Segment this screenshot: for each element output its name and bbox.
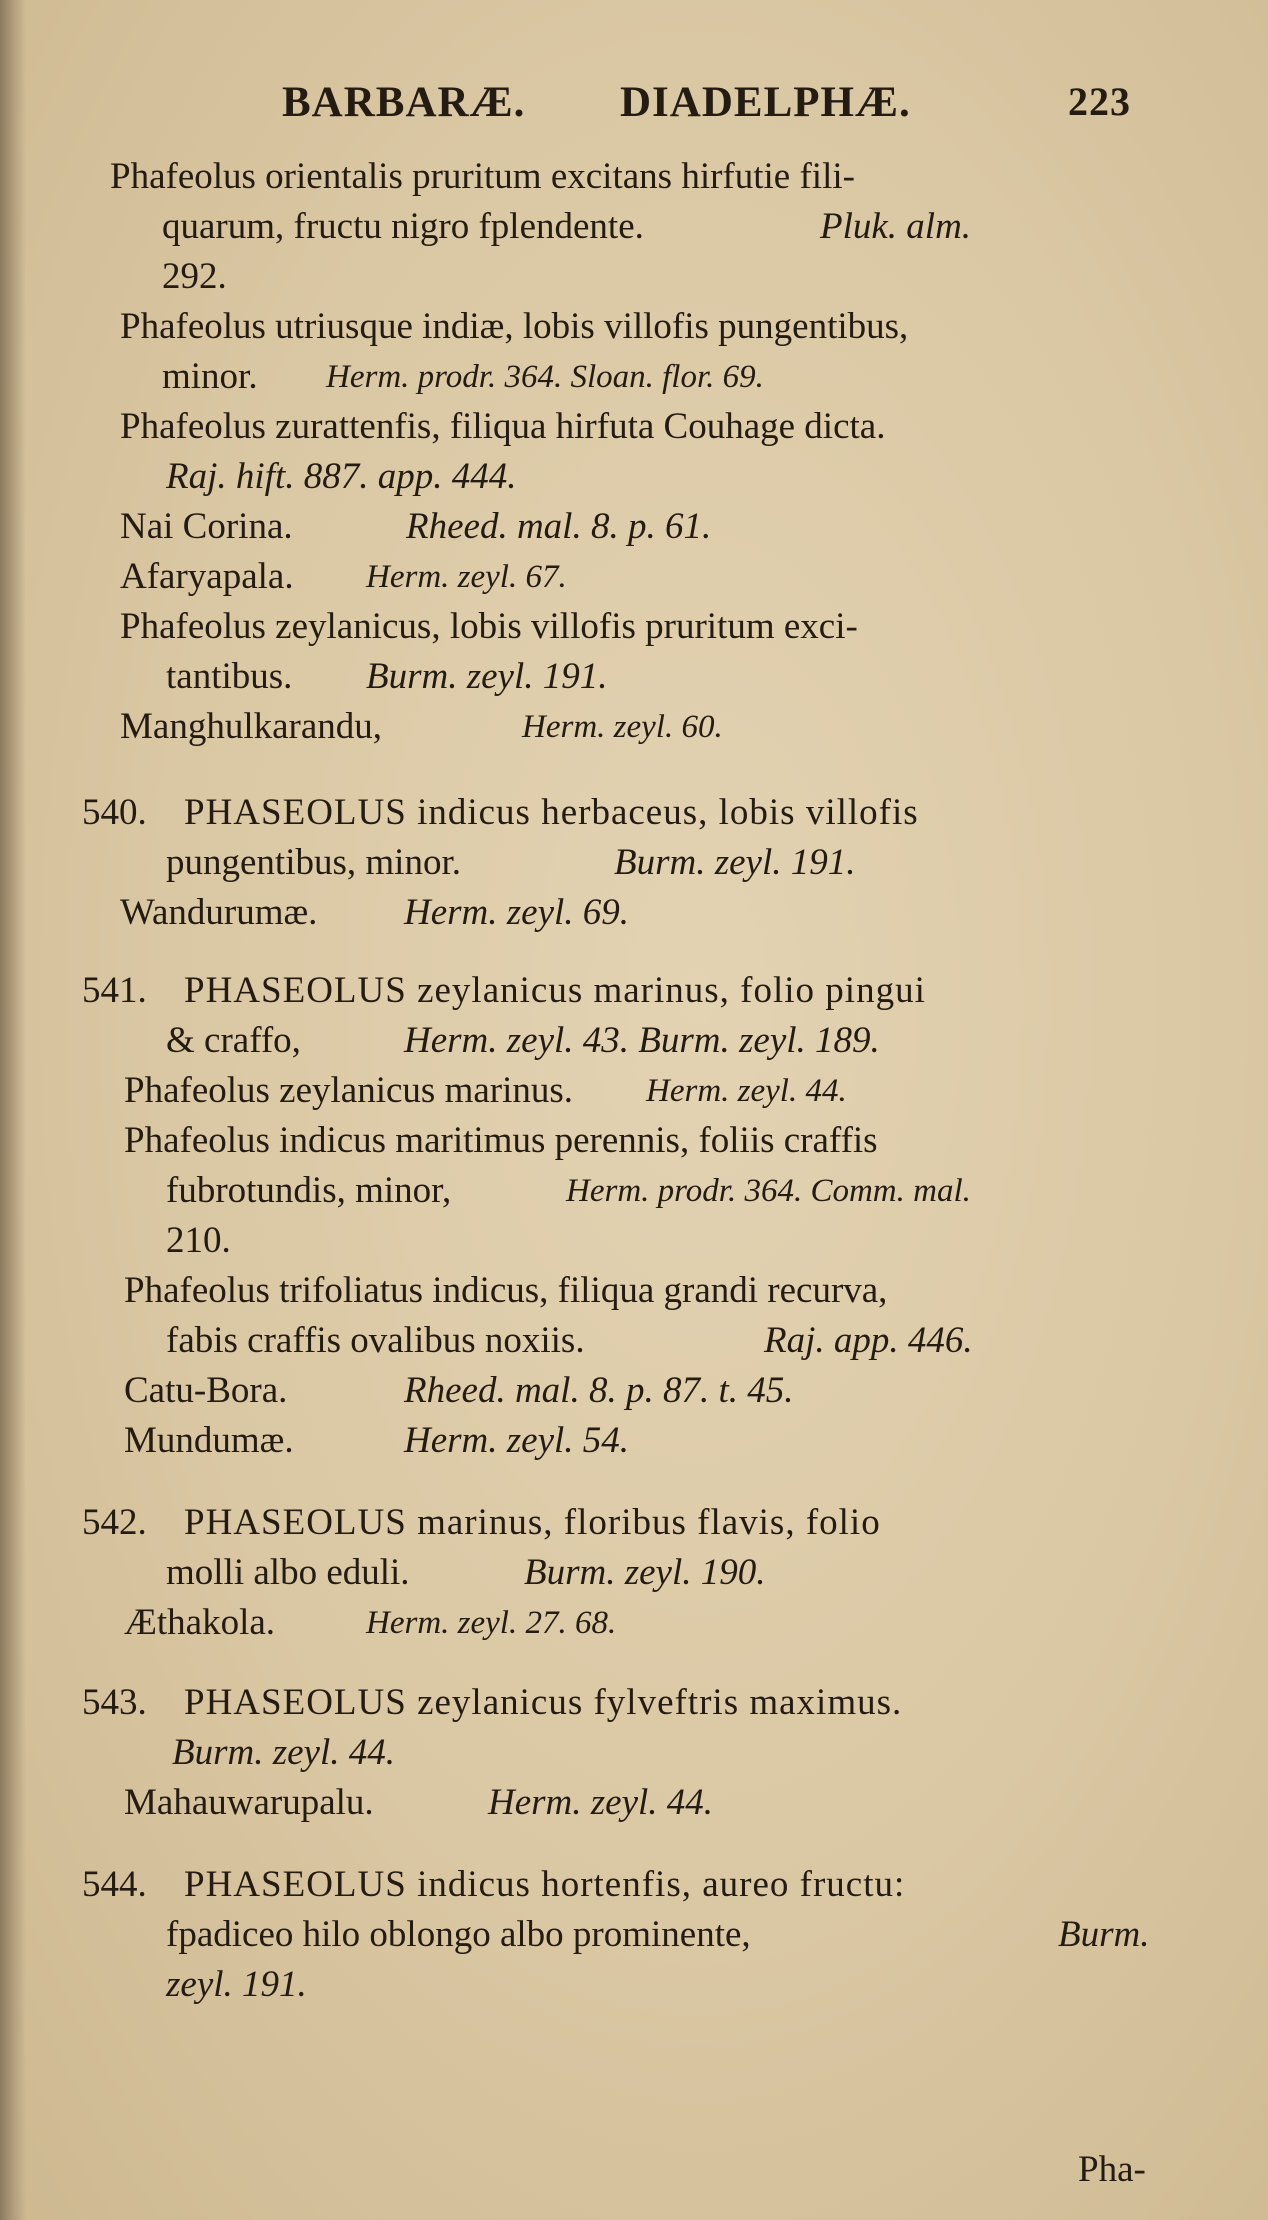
entry-number: 540. (82, 792, 147, 833)
entry-number: 544. (82, 1864, 147, 1905)
text-line: Phafeolus utriusque indiæ, lobis villofis pungentibus, (120, 306, 909, 347)
citation: Herm. prodr. 364. Comm. mal. (566, 1173, 971, 1209)
citation: Burm. zeyl. 191. (366, 656, 608, 697)
text-line: Nai Corina. (120, 506, 293, 547)
citation: Herm. zeyl. 67. (366, 559, 567, 595)
text-line: fpadiceo hilo oblongo albo prominente, (166, 1914, 751, 1955)
text-line: fabis craffis ovalibus noxiis. (166, 1320, 585, 1361)
text-line: Phafeolus trifoliatus indicus, filiqua grandi recurva, (124, 1270, 888, 1311)
citation: Rheed. mal. 8. p. 61. (406, 506, 712, 547)
citation: Herm. zeyl. 44. (646, 1073, 847, 1109)
page-gutter-shadow (0, 0, 26, 2220)
citation: zeyl. 191. (166, 1964, 307, 2005)
text-line: Wandurumæ. (120, 892, 318, 933)
citation: Herm. zeyl. 44. (488, 1782, 714, 1823)
text-line: minor. (162, 356, 258, 397)
citation: Herm. prodr. 364. Sloan. flor. 69. (326, 359, 764, 395)
text-line: PHASEOLUS zeylanicus marinus, folio pingui (184, 970, 926, 1011)
citation: Herm. zeyl. 54. (404, 1420, 630, 1461)
citation: Burm. zeyl. 44. (172, 1732, 395, 1773)
text-line: PHASEOLUS indicus hortenfis, aureo fructu: (184, 1864, 906, 1905)
citation: Raj. hift. 887. app. 444. (166, 456, 517, 497)
citation: Herm. zeyl. 60. (522, 709, 723, 745)
citation: Burm. zeyl. 190. (524, 1552, 766, 1593)
entry-number: 542. (82, 1502, 147, 1543)
catchword: Pha- (1078, 2149, 1146, 2190)
text-line: & craffo, (166, 1020, 301, 1061)
text-line: 210. (166, 1220, 231, 1261)
text-line: PHASEOLUS marinus, floribus flavis, folio (184, 1502, 881, 1543)
text-line: fubrotundis, minor, (166, 1170, 452, 1211)
text-line: Phafeolus orientalis pruritum excitans hirfutie fili- (110, 156, 855, 197)
text-line: Phafeolus zurattenfis, filiqua hirfuta Couhage dicta. (120, 406, 886, 447)
text-line: Manghulkarandu, (120, 706, 383, 747)
citation: Burm. (1058, 1914, 1150, 1955)
text-line: Phafeolus zeylanicus, lobis villofis pruritum exci- (120, 606, 858, 647)
citation: Herm. zeyl. 69. (404, 892, 630, 933)
citation: Burm. zeyl. 191. (614, 842, 856, 883)
text-line: molli albo eduli. (166, 1552, 410, 1593)
text-line: Phafeolus zeylanicus marinus. (124, 1070, 574, 1111)
running-header (282, 78, 1182, 138)
citation: Herm. zeyl. 27. 68. (366, 1605, 617, 1641)
text-line: PHASEOLUS indicus herbaceus, lobis villofis (184, 792, 919, 833)
text-line: 292. (162, 256, 227, 297)
entry-number: 543. (82, 1682, 147, 1723)
text-line: Catu-Bora. (124, 1370, 288, 1411)
text-line: tantibus. (166, 656, 293, 697)
citation: Pluk. alm. (820, 206, 972, 247)
text-line: Æthakola. (124, 1602, 276, 1643)
text-line: Mundumæ. (124, 1420, 294, 1461)
citation: Herm. zeyl. 43. Burm. zeyl. 189. (404, 1020, 880, 1061)
text-line: quarum, fructu nigro fplendente. (162, 206, 644, 247)
citation: Raj. app. 446. (764, 1320, 973, 1361)
text-line: PHASEOLUS zeylanicus fylveftris maximus. (184, 1682, 903, 1723)
text-line: pungentibus, minor. (166, 842, 461, 883)
citation: Rheed. mal. 8. p. 87. t. 45. (404, 1370, 794, 1411)
entry-number: 541. (82, 970, 147, 1011)
running-title-left: BARBARÆ. (282, 79, 526, 126)
text-line: Mahauwarupalu. (124, 1782, 374, 1823)
text-line: Afaryapala. (120, 556, 294, 597)
running-title-right: DIADELPHÆ. (620, 79, 911, 126)
text-line: Phafeolus indicus maritimus perennis, foliis craffis (124, 1120, 878, 1161)
page-number: 223 (1068, 79, 1131, 124)
